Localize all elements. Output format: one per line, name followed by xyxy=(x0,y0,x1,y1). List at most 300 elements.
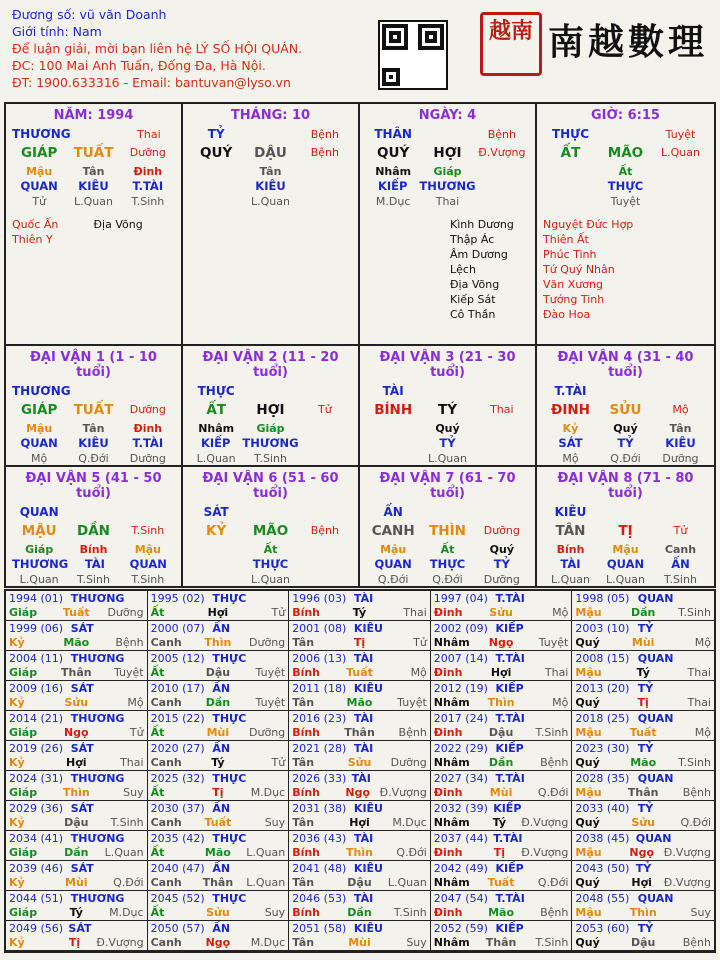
year-cell[interactable] xyxy=(572,921,714,951)
year-cell[interactable] xyxy=(148,741,290,771)
year-phase: Q.Đới xyxy=(537,786,569,799)
year-label: 2027 (34) xyxy=(433,772,488,785)
year-stem: Nhâm xyxy=(433,876,470,889)
year-stem: Bính xyxy=(292,726,321,739)
phase: Bệnh xyxy=(310,146,339,159)
stars-left xyxy=(12,217,94,247)
year-stem: Nhâm xyxy=(433,756,470,769)
year-cell[interactable] xyxy=(431,591,573,621)
hidden-stem: Kỷ xyxy=(562,422,579,435)
hidden-phase xyxy=(189,194,243,209)
year-label: 2026 (33) xyxy=(292,772,347,785)
year-label: 2005 (12) xyxy=(150,652,205,665)
year-god: THƯƠNG xyxy=(70,592,125,605)
year-label: 2024 (31) xyxy=(9,772,64,785)
year-branch: Dần xyxy=(205,696,231,709)
year-stem: Mậu xyxy=(575,846,602,859)
year-cell[interactable] xyxy=(6,891,148,921)
year-stem: Canh xyxy=(150,816,182,829)
spacer xyxy=(598,505,653,520)
god-row xyxy=(366,384,529,399)
year-god: QUAN xyxy=(637,652,674,665)
year-phase: Dưỡng xyxy=(390,756,427,769)
hidden-god xyxy=(298,557,352,572)
year-cell[interactable] xyxy=(572,651,714,681)
year-branch: Sửu xyxy=(631,816,655,829)
year-stem: Giáp xyxy=(9,906,38,919)
year-label: 2008 (15) xyxy=(575,652,630,665)
year-label: 2011 (18) xyxy=(292,682,347,695)
year-god: KIẾP xyxy=(495,682,524,695)
dai-van-cell xyxy=(360,467,537,586)
hidden-stem: Ất xyxy=(440,543,455,556)
year-stem: Kỷ xyxy=(9,936,25,949)
hidden-phase: Q.Đới xyxy=(432,573,463,586)
god-row xyxy=(543,505,708,520)
hidden-stem: Mậu xyxy=(26,422,53,435)
year-branch: Dậu xyxy=(631,936,656,949)
year-label: 2025 (32) xyxy=(150,772,205,785)
hidden-gods-row xyxy=(366,179,529,194)
logo-text: 南越數理 xyxy=(548,21,709,63)
star-item: Thập Ác xyxy=(450,233,495,246)
year-stem: Canh xyxy=(150,636,182,649)
hidden-god: THƯƠNG xyxy=(419,179,476,193)
cell-title: ĐẠI VẬN 2 (11 - 20 tuổi) xyxy=(202,350,339,380)
year-label: 2043 (50) xyxy=(575,862,630,875)
year-branch: Tuất xyxy=(629,726,657,739)
hidden-stem: Nhâm xyxy=(198,422,235,435)
year-cell[interactable] xyxy=(431,741,573,771)
star-item: Thiên Y xyxy=(12,233,53,246)
year-cell[interactable] xyxy=(572,831,714,861)
year-label: 2031 (38) xyxy=(292,802,347,815)
ten-god: TỶ xyxy=(207,127,225,141)
year-phase: L.Quan xyxy=(387,876,427,889)
year-cell[interactable] xyxy=(148,831,290,861)
year-god: KIẾP xyxy=(495,862,524,875)
hidden-phase: L.Quan xyxy=(551,573,590,586)
phase-aux xyxy=(475,505,529,520)
year-phase: Đ.Vượng xyxy=(379,786,427,799)
year-phase: Mộ xyxy=(552,696,569,709)
year-cell[interactable] xyxy=(431,621,573,651)
year-god: THỰC xyxy=(212,592,247,605)
year-god: T.TÀI xyxy=(495,652,525,665)
hidden-stem: Bính xyxy=(79,543,108,556)
year-cell[interactable] xyxy=(289,921,431,951)
year-label: 1997 (04) xyxy=(433,592,488,605)
year-cell[interactable] xyxy=(572,711,714,741)
hidden-phase-row xyxy=(189,451,352,466)
year-label: 1998 (05) xyxy=(575,592,630,605)
dai-van-cell xyxy=(537,346,714,465)
year-god: ẤN xyxy=(212,862,231,875)
year-branch: Hợi xyxy=(207,606,229,619)
hidden-phase: L.Quan xyxy=(428,452,467,465)
year-stem: Quý xyxy=(575,696,600,709)
hidden-god: THỰC xyxy=(252,557,289,571)
header xyxy=(12,6,302,91)
stem-branch-row xyxy=(543,520,708,542)
phase: Bệnh xyxy=(310,524,339,537)
year-branch: Tý xyxy=(636,666,650,679)
hidden-stem: Giáp xyxy=(25,543,54,556)
seal-icon: 越南 xyxy=(480,12,542,76)
year-phase: Tuyệt xyxy=(113,666,144,679)
year-stem: Đinh xyxy=(433,726,463,739)
hidden-stem: Nhâm xyxy=(375,165,412,178)
stem: QUÝ xyxy=(377,145,410,161)
year-phase: Bệnh xyxy=(115,636,144,649)
year-cell[interactable] xyxy=(431,831,573,861)
hidden-god: QUAN xyxy=(129,557,167,571)
god-row xyxy=(12,505,175,520)
year-branch: Dậu xyxy=(488,726,514,739)
spacer xyxy=(420,505,474,520)
hidden-phase-row xyxy=(366,451,529,466)
year-god: TÀI xyxy=(351,772,371,785)
year-label: 2013 (20) xyxy=(575,682,630,695)
year-label: 1994 (01) xyxy=(9,592,64,605)
hidden-stem: Giáp xyxy=(433,165,462,178)
hidden-stem: Đinh xyxy=(133,422,163,435)
hidden-stems-row xyxy=(189,164,352,179)
hidden-phase xyxy=(189,572,243,587)
year-cell[interactable] xyxy=(6,741,148,771)
year-branch: Ngọ xyxy=(629,846,655,859)
branch: TUẤT xyxy=(73,145,114,161)
year-label: 2032 (39) xyxy=(433,802,488,815)
year-label: 2035 (42) xyxy=(150,832,205,845)
pillar-cell xyxy=(360,104,537,344)
year-phase: Mộ xyxy=(410,666,427,679)
year-label: 2021 (28) xyxy=(292,742,347,755)
spacer xyxy=(243,127,297,142)
year-cell[interactable] xyxy=(431,711,573,741)
year-cell[interactable] xyxy=(6,801,148,831)
phase-aux xyxy=(475,384,529,399)
year-branch: Thân xyxy=(202,876,234,889)
hidden-phase xyxy=(298,451,352,466)
year-cell[interactable] xyxy=(148,921,290,951)
hidden-stem xyxy=(189,542,243,557)
year-label: 2020 (27) xyxy=(150,742,205,755)
god-row xyxy=(12,127,175,142)
year-branch: Mão xyxy=(630,756,657,769)
branch: TỊ xyxy=(618,523,633,539)
year-god: TỶ xyxy=(637,622,654,635)
phase-aux: Thai xyxy=(137,128,161,141)
year-god: KIẾP xyxy=(493,802,522,815)
year-label: 2003 (10) xyxy=(575,622,630,635)
year-cell[interactable] xyxy=(148,621,290,651)
year-cell[interactable] xyxy=(148,801,290,831)
year-god: THỰC xyxy=(212,832,247,845)
hidden-gods-row xyxy=(543,179,708,194)
year-stem: Tân xyxy=(292,936,315,949)
hidden-phase xyxy=(475,451,529,466)
year-phase: Tuyệt xyxy=(255,666,286,679)
year-cell[interactable] xyxy=(148,591,290,621)
year-stem: Nhâm xyxy=(433,936,470,949)
hidden-god xyxy=(476,179,529,194)
year-stem: Nhâm xyxy=(433,696,470,709)
year-cell[interactable] xyxy=(6,711,148,741)
year-label: 2017 (24) xyxy=(433,712,488,725)
year-label: 2034 (41) xyxy=(9,832,64,845)
year-cell[interactable] xyxy=(6,921,148,951)
year-label: 2010 (17) xyxy=(150,682,205,695)
stem: TÂN xyxy=(555,523,586,539)
spacer xyxy=(243,384,297,399)
year-stem: Kỷ xyxy=(9,636,25,649)
year-stem: Canh xyxy=(150,936,182,949)
stars-left xyxy=(543,217,708,322)
year-branch: Thìn xyxy=(346,846,373,859)
year-phase: Q.Đới xyxy=(396,846,427,859)
year-cell[interactable] xyxy=(6,591,148,621)
year-cell[interactable] xyxy=(289,711,431,741)
year-cell[interactable] xyxy=(431,771,573,801)
hidden-stems-row xyxy=(12,542,175,557)
year-cell[interactable] xyxy=(289,741,431,771)
year-god: THỰC xyxy=(212,652,247,665)
year-cell[interactable] xyxy=(572,891,714,921)
year-cell[interactable] xyxy=(431,861,573,891)
hidden-god: THƯƠNG xyxy=(12,557,69,571)
year-cell[interactable] xyxy=(572,681,714,711)
hidden-phase-row xyxy=(189,572,352,587)
year-branch: Tuất xyxy=(346,666,373,679)
year-cell[interactable] xyxy=(289,891,431,921)
year-cell[interactable] xyxy=(6,771,148,801)
year-branch: Dậu xyxy=(205,666,231,679)
year-cell[interactable] xyxy=(148,651,290,681)
year-cell[interactable] xyxy=(289,591,431,621)
year-cell[interactable] xyxy=(289,621,431,651)
year-cell[interactable] xyxy=(572,801,714,831)
year-god: TỶ xyxy=(637,742,654,755)
year-god: TỶ xyxy=(635,862,652,875)
year-stem: Ất xyxy=(150,786,165,799)
hidden-god: KIẾP xyxy=(200,436,231,450)
star-item: Âm Dương Lệch xyxy=(450,248,508,276)
year-stem: Ất xyxy=(150,666,165,679)
hidden-phase xyxy=(475,194,529,209)
pillars-row xyxy=(6,104,714,346)
year-branch: Ngọ xyxy=(205,936,231,949)
year-branch: Tý xyxy=(352,606,367,619)
year-cell[interactable] xyxy=(6,651,148,681)
year-label: 2023 (30) xyxy=(575,742,630,755)
star-item: Tướng Tinh xyxy=(543,293,605,306)
year-cell[interactable] xyxy=(148,771,290,801)
year-cell[interactable] xyxy=(572,741,714,771)
year-cell[interactable] xyxy=(148,681,290,711)
year-cell[interactable] xyxy=(148,861,290,891)
year-phase: Tử xyxy=(413,636,427,649)
stem: KỶ xyxy=(206,523,227,539)
dai-van-row xyxy=(6,467,714,586)
year-phase: Q.Đới xyxy=(113,876,144,889)
year-cell[interactable] xyxy=(6,681,148,711)
year-cell[interactable] xyxy=(289,831,431,861)
hidden-phase: Tuyệt xyxy=(610,195,641,208)
year-stem: Mậu xyxy=(575,606,602,619)
year-god: TỶ xyxy=(637,802,654,815)
year-cell[interactable] xyxy=(289,681,431,711)
year-cell[interactable] xyxy=(572,771,714,801)
year-label: 2042 (49) xyxy=(433,862,488,875)
hidden-stem xyxy=(366,421,420,436)
year-cell[interactable] xyxy=(431,651,573,681)
year-cell[interactable] xyxy=(431,801,573,831)
hidden-phase: Mộ xyxy=(562,452,579,465)
year-cell[interactable] xyxy=(431,681,573,711)
ten-god: SÁT xyxy=(203,505,229,519)
phase: Dưỡng xyxy=(129,403,166,416)
year-phase: Mộ xyxy=(552,606,569,619)
year-phase: Đ.Vượng xyxy=(663,876,711,889)
phase: Thai xyxy=(490,403,514,416)
hidden-phase xyxy=(298,194,352,209)
year-label: 2002 (09) xyxy=(433,622,488,635)
year-phase: Tuyệt xyxy=(255,696,286,709)
hidden-god: QUAN xyxy=(20,179,58,193)
year-label: 2009 (16) xyxy=(9,682,64,695)
spacer xyxy=(71,127,123,142)
spacer xyxy=(66,505,120,520)
year-stem: Đinh xyxy=(433,846,463,859)
hidden-stem xyxy=(475,164,529,179)
hidden-stem: Đinh xyxy=(133,165,163,178)
stem: GIÁP xyxy=(20,402,58,418)
god-row xyxy=(189,127,352,142)
year-cell[interactable] xyxy=(289,651,431,681)
year-label: 2028 (35) xyxy=(575,772,630,785)
year-cell[interactable] xyxy=(289,861,431,891)
ten-god: THÂN xyxy=(374,127,412,141)
year-stem: Bính xyxy=(292,606,321,619)
star-item: Quốc Ấn xyxy=(12,218,59,231)
year-phase: Mộ xyxy=(694,636,711,649)
hidden-stem xyxy=(543,164,598,179)
year-god: QUAN xyxy=(635,832,672,845)
phase-aux xyxy=(123,384,175,399)
year-branch: Thân xyxy=(60,666,92,679)
year-god: THƯƠNG xyxy=(70,652,125,665)
year-branch: Dần xyxy=(631,606,656,619)
year-phase: Đ.Vượng xyxy=(521,846,569,859)
qr-code-icon[interactable] xyxy=(378,20,448,90)
hidden-god: TÀI xyxy=(84,557,105,571)
hidden-phase-row xyxy=(189,194,352,209)
year-stem: Đinh xyxy=(433,666,463,679)
year-cell[interactable] xyxy=(6,621,148,651)
year-god: T.TÀI xyxy=(495,772,525,785)
year-label: 2007 (14) xyxy=(433,652,488,665)
ten-god: THƯƠNG xyxy=(12,384,71,398)
hidden-stems-row xyxy=(366,421,529,436)
hidden-gods-row xyxy=(366,436,529,451)
year-cell[interactable] xyxy=(148,891,290,921)
year-branch: Sửu xyxy=(347,756,372,769)
year-branch: Mão xyxy=(346,696,373,709)
year-god: TÀI xyxy=(353,712,374,725)
owner-value: vũ văn Doanh xyxy=(79,7,167,22)
stem: ẤT xyxy=(560,145,581,161)
year-label: 2037 (44) xyxy=(433,832,488,845)
hidden-stem: Quý xyxy=(489,543,514,556)
year-stem: Nhâm xyxy=(433,816,470,829)
gender-label: Giới tính: xyxy=(12,24,69,39)
year-phase: M.Dục xyxy=(392,816,427,829)
hidden-god xyxy=(543,179,598,194)
god-row xyxy=(189,505,352,520)
year-stem: Kỷ xyxy=(9,756,25,769)
year-branch: Tý xyxy=(492,816,507,829)
year-cell[interactable] xyxy=(148,711,290,741)
year-phase: Dưỡng xyxy=(249,726,286,739)
year-cell[interactable] xyxy=(572,861,714,891)
year-branch: Tị xyxy=(353,636,366,649)
phase-aux xyxy=(121,505,175,520)
year-stem: Kỷ xyxy=(9,816,25,829)
hidden-stem: Giáp xyxy=(256,422,285,435)
hidden-stem xyxy=(653,164,708,179)
year-cell[interactable] xyxy=(572,591,714,621)
dai-van-cell xyxy=(537,467,714,586)
hidden-phase: T.Sinh xyxy=(131,195,165,208)
year-stem: Ất xyxy=(150,906,165,919)
year-phase: M.Dục xyxy=(250,936,286,949)
year-label: 2050 (57) xyxy=(150,922,205,935)
hidden-gods-row xyxy=(366,557,529,572)
hidden-phase: Thai xyxy=(435,195,460,208)
pillar-cell xyxy=(6,104,183,344)
year-cell[interactable] xyxy=(431,921,573,951)
year-cell[interactable] xyxy=(289,801,431,831)
year-god: KIẾP xyxy=(495,622,524,635)
cell-title: THÁNG: 10 xyxy=(230,108,311,123)
year-god: KIÊU xyxy=(353,922,383,935)
year-cell[interactable] xyxy=(572,621,714,651)
year-cell[interactable] xyxy=(6,861,148,891)
year-cell[interactable] xyxy=(6,831,148,861)
year-branch: Sửu xyxy=(64,696,89,709)
year-label: 2046 (53) xyxy=(292,892,347,905)
hidden-god: THỰC xyxy=(607,179,644,193)
stem: QUÝ xyxy=(200,145,233,161)
ten-god: THƯƠNG xyxy=(12,127,71,141)
cell-title: ĐẠI VẬN 8 (71 - 80 tuổi) xyxy=(557,471,694,501)
year-cell[interactable] xyxy=(289,771,431,801)
hidden-gods-row xyxy=(189,557,352,572)
hidden-god: KIÊU xyxy=(665,436,696,450)
stem: MẬU xyxy=(21,523,57,539)
phase-aux xyxy=(653,384,708,399)
year-phase: Suy xyxy=(123,786,144,799)
year-god: SÁT xyxy=(70,742,94,755)
year-branch: Tuất xyxy=(62,606,90,619)
year-cell[interactable] xyxy=(431,891,573,921)
year-branch: Mão xyxy=(204,846,231,859)
hidden-god: THỰC xyxy=(429,557,466,571)
hidden-stem: Canh xyxy=(664,543,697,556)
branch: THÌN xyxy=(429,523,466,539)
year-god: T.TÀI xyxy=(495,712,525,725)
